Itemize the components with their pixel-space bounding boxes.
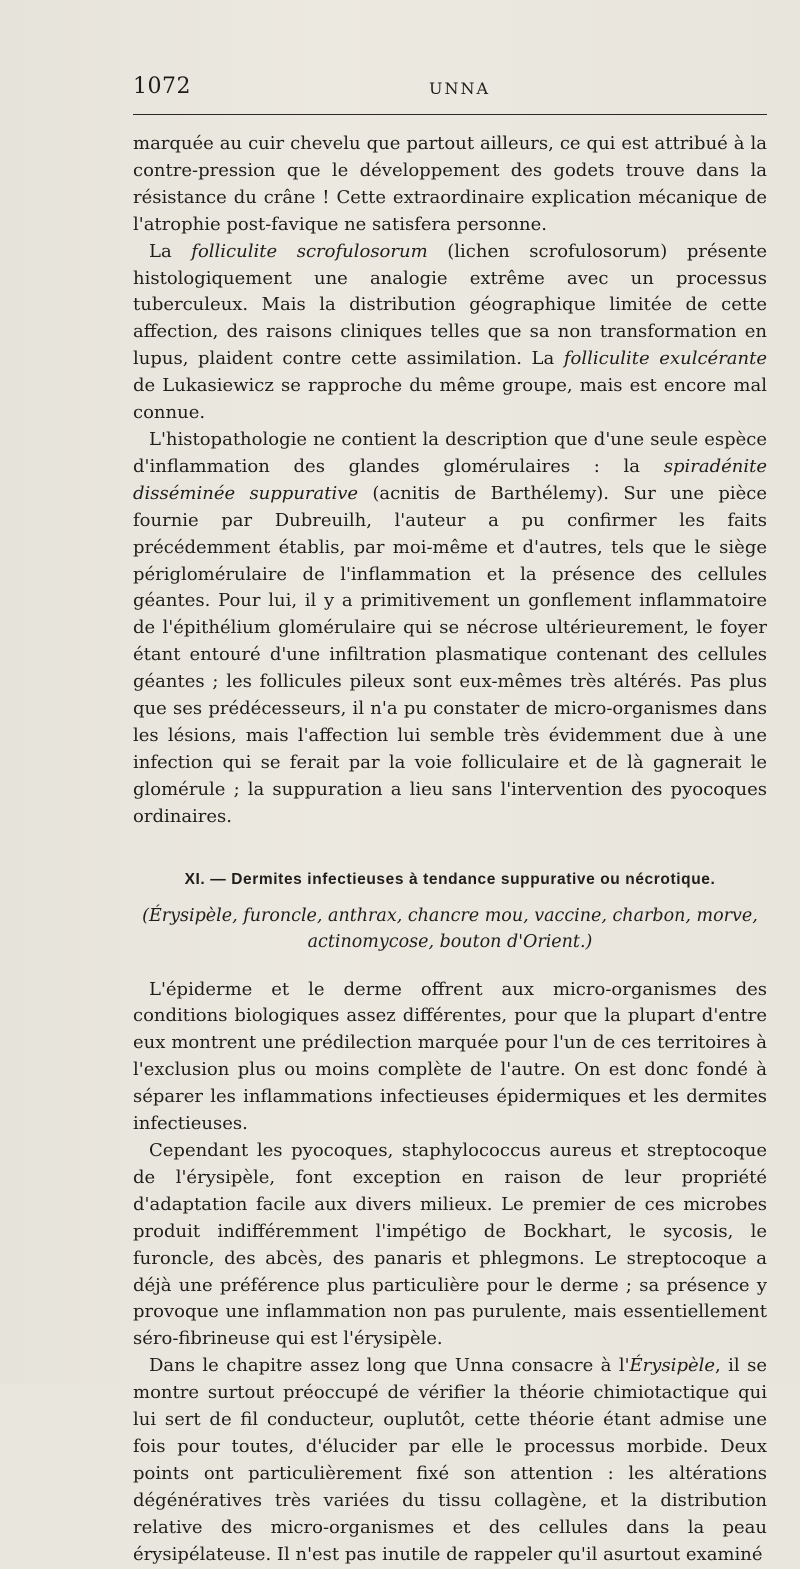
body-text xyxy=(133,131,767,1569)
term-erysipele: Érysipèle xyxy=(629,1355,716,1377)
text-run: , il se montre surtout préoccupé de vérifier la théorie chimiotactique qui lui sert de fil conducteur, ouplutôt, cette théorie étant admise une fois pour toutes, d'élucider par elle le processus morbide. Deux points ont particulièrement fixé son attention : les altérations dégénératives très variées du tissu collagène, et la distribution relative des micro-organismes et des cellules dans la peau érysipélateuse. Il n'est pas inutile de rappeler qu'il asurtout examiné xyxy=(133,1355,767,1565)
paragraph-epiderme: L'épiderme et le derme offrent aux micro-organismes des conditions biologiques assez différentes, pour que la plupart d'entre eux montrent une prédilection marquée pour l'un de ces territoires à l'exclusion plus ou moins complète de l'autre. On est donc fondé à séparer les inflammations infectieuses épidermiques et les dermites infectieuses. xyxy=(133,978,767,1135)
paragraph-folliculite xyxy=(133,239,767,427)
text-run: Dans le chapitre assez long que Unna consacre à l' xyxy=(149,1355,630,1377)
running-head: UNNA xyxy=(429,79,491,98)
paragraph-continuation: marquée au cuir chevelu que partout ailleurs, ce qui est attribué à la contre-pression que le développement des godets trouve dans la résistance du crâne ! Cette extraordinaire explication mécanique de l'atrophie post-favique ne satisfera personne. xyxy=(133,133,767,235)
paragraph-spiradenite xyxy=(133,427,767,831)
paragraph-pyocoques: Cependant les pyocoques, staphylococcus aureus et streptocoque de l'érysipèle, font exception en raison de leur propriété d'adaptation facile aux divers milieux. Le premier de ces microbes produit indifféremment l'impétigo de Bockhart, le sycosis, le furoncle, des abcès, des panaris et phlegmons. Le streptocoque a déjà une préférence plus particulière pour le derme ; sa présence y provoque une inflammation non pas purulente, mais essentiellement séro-fibrineuse qui est l'érysipèle. xyxy=(133,1140,767,1350)
spacer xyxy=(133,831,767,857)
section-subtitle: (Érysipèle, furoncle, anthrax, chancre mou, vaccine, charbon, morve, actinomycose, bouton d'Orient.) xyxy=(142,905,758,952)
term-folliculite-scrofulosorum: folliculite scrofulosorum xyxy=(191,240,428,262)
text-run: (acnitis de Barthélemy). Sur une pièce fournie par Dubreuilh, l'auteur a pu confirmer les faits précédemment établis, par moi-même et d'autres, tels que le siège périglomérulaire de l'inflammation et la présence des cellules géantes. Pour lui, il y a primitivement un gonflement inflammatoire de l'épithélium glomérulaire qui se nécrose ultérieurement, le foyer étant entouré d'une infiltration plasmatique contenant des cellules géantes ; les follicules pileux sont eux-mêmes très altérés. Pas plus que ses prédécesseurs, il n'a pu constater de micro-organismes dans les lésions, mais l'affection lui semble très évidemment due à une infection qui se ferait par la voie folliculaire et de là gagnerait le glomérule ; la suppuration a lieu sans l'intervention des pyocoques ordinaires. xyxy=(133,482,767,827)
text-run: La xyxy=(149,240,192,262)
text-run: de Lukasiewicz se rapproche du même groupe, mais est encore mal connue. xyxy=(133,375,767,424)
text-run: L'histopathologie ne contient la description que d'une seule espèce d'inflammation des glandes glomérulaires : la xyxy=(133,428,767,477)
paragraph-erysipele xyxy=(133,1353,767,1568)
text-run: (lichen scrofulosorum) présente histologiquement une analogie extrême avec un processus tuberculeux. Mais la distribution géographique limitée de cette affection, des raisons cliniques telles que sa non transformation en lupus, plaident contre cette assimilation. La xyxy=(133,240,768,370)
page-header xyxy=(133,74,767,104)
header-rule xyxy=(133,114,767,115)
term-folliculite-exulcerante: folliculite exulcérante xyxy=(563,348,768,370)
term-spiradenite: spiradénite disséminée suppurative xyxy=(133,455,767,504)
page-number: 1072 xyxy=(133,74,191,99)
section-heading: XI. — Dermites infectieuses à tendance suppurative ou nécrotique. xyxy=(184,870,716,888)
